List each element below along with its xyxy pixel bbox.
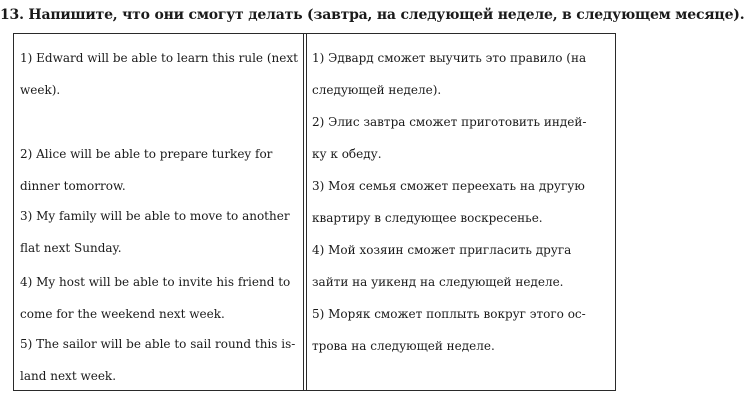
exercise-heading: 13. Напишите, что они смогут делать (завтра, на следующей неделе, в следующем месяце). (0, 7, 744, 23)
russian-sentence-3 (312, 170, 585, 234)
russian-sentence-5 (312, 298, 586, 362)
english-sentence-5-line-1: 5) The sailor will be able to sail round this is- (20, 337, 296, 351)
english-sentence-2-line-1: 2) Alice will be able to prepare turkey for (20, 147, 273, 161)
russian-sentence-1-line-1: 1) Эдвард сможет выучить это правило (на (312, 51, 587, 65)
russian-sentence-1 (312, 42, 586, 106)
english-sentence-1 (20, 42, 298, 106)
english-sentence-3-line-2: flat next Sunday. (20, 241, 122, 255)
column-divider-right (306, 33, 308, 391)
russian-sentence-4-line-2: зайти на уикенд на следующей неделе. (312, 275, 564, 289)
column-divider-left (303, 33, 305, 391)
english-sentence-5-line-2: land next week. (20, 369, 117, 383)
russian-sentence-2-line-2: ку к обеду. (312, 147, 382, 161)
russian-sentence-2 (312, 106, 586, 170)
translation-table (13, 33, 616, 391)
english-sentence-4 (20, 266, 290, 330)
english-sentence-2 (20, 138, 272, 202)
russian-sentence-2-line-1: 2) Элис завтра сможет приготовить индей- (312, 115, 587, 129)
english-sentence-3 (20, 200, 290, 264)
russian-sentence-4-line-1: 4) Мой хозяин сможет пригласить друга (312, 243, 572, 257)
english-sentence-4-line-2: come for the weekend next week. (20, 307, 225, 321)
russian-sentence-3-line-1: 3) Моя семья сможет переехать на другую (312, 179, 585, 193)
english-sentence-1-line-1: 1) Edward will be able to learn this rule (next (20, 51, 298, 65)
russian-sentence-1-line-2: следующей неделе). (312, 83, 442, 97)
english-sentence-2-line-2: dinner tomorrow. (20, 179, 126, 193)
english-sentence-3-line-1: 3) My family will be able to move to another (20, 209, 290, 223)
russian-sentence-5-line-2: трова на следующей неделе. (312, 339, 495, 353)
english-sentence-4-line-1: 4) My host will be able to invite his friend to (20, 275, 291, 289)
english-sentence-1-line-2: week). (20, 83, 61, 97)
russian-sentence-3-line-2: квартиру в следующее воскресенье. (312, 211, 543, 225)
russian-sentence-5-line-1: 5) Моряк сможет поплыть вокруг этого ос- (312, 307, 586, 321)
english-sentence-5 (20, 328, 295, 392)
russian-sentence-4 (312, 234, 571, 298)
